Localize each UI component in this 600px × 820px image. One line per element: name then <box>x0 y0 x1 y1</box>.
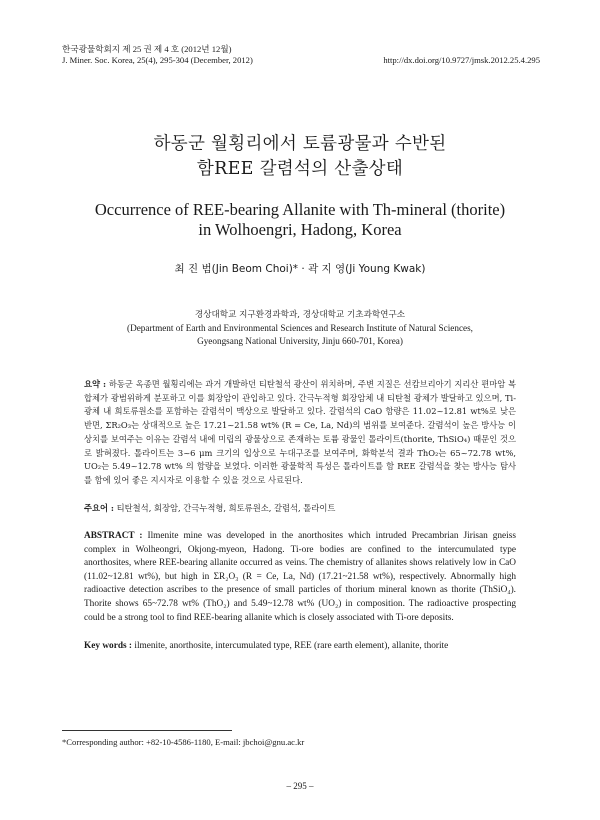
abstract-kr <box>84 378 516 488</box>
abstract-en-label: ABSTRACT : <box>84 531 143 541</box>
affiliation-en-line1: (Department of Earth and Environmental Sciences and Research Institute of Natural Sciences, <box>127 323 473 333</box>
journal-header-kr: 한국광물학회지 제 25 권 제 4 호 (2012년 12월) <box>62 44 232 54</box>
keywords-en-text: ilmenite, anorthosite, intercumulated type, REE (rare earth element), allanite, thorite <box>134 641 449 651</box>
keywords-en-label: Key words : <box>84 641 133 651</box>
title-en-line1: Occurrence of REE-bearing Allanite with Th-mineral (thorite) <box>94 200 506 219</box>
keywords-kr <box>84 502 516 516</box>
title-en-line2: in Wolhoengri, Hadong, Korea <box>198 220 402 239</box>
doi-link[interactable]: http://dx.doi.org/10.9727/jmsk.2012.25.4.295 <box>383 55 540 65</box>
authors: 최 진 범(Jin Beom Choi)* · 곽 지 영(Ji Young Kwak) <box>174 263 426 275</box>
affiliation-en-line2: Gyeongsang National University, Jinju 660-701, Korea) <box>197 336 403 346</box>
abstract-en <box>84 530 516 625</box>
title-kr-line1: 하동군 월횡리에서 토륨광물과 수반된 <box>153 134 447 154</box>
abstract-kr-text: 하동군 옥종면 월횡리에는 과거 개발하던 티탄철석 광산이 위치하며, 주변 지질은 선캄브리아기 지리산 편마암 복합체가 광범위하게 분포하고 이를 회장암이 관입하고 있다. 간극누적형 회장암체 내 티탄철 광체가 발달하고 있으며, Ti-광체 내 희토류원소를 포함하는 갈렴석이 맥상으로 발달하고 있다. 갈렴석의 CaO 함량은 11.02~12.81 wt%로 낮은 반면, ΣR₂O₃는 상대적으로 높은 17.21~21.58 wt% (R = Ce, La, Nd)의 범위를 보여준다. 갈렴석이 높은 방사능 이상치를 보여주는 이유는 갈렴석 내에 미립의 광물상으로 존재하는 토륨 광물인 톨라이트(thorite, ThSiO₄) 때문인 것으로 밝혀졌다. 톨라이트는 3~6 μm 크기의 입상으로 누대구조를 보여주며, 화학분석 결과 ThO₂는 65~72.78 wt%, UO₂는 5.49~12.78 wt% 의 함량을 보였다. 이러한 광물학적 특성은 톨라이트를 함 REE 갈렴석을 찾는 방사능 탐사를 함에 있어 좋은 지시자로 이용할 수 있을 것으로 사료된다. <box>84 379 517 485</box>
journal-header-en: J. Miner. Soc. Korea, 25(4), 295-304 (December, 2012) <box>62 55 253 65</box>
keywords-en <box>84 640 516 654</box>
abstract-en-text: Ilmenite mine was developed in the anorthosites which intruded Precambrian Jirisan gneiss complex in Wolheongri, Okjong-myeon, Hadong. Ti-ore bodies are confined to the intercumulated type anorthosites, where REE-bearing allanite occurred as veins. The chemistry of allanites shows relatively low in CaO (11.02~12.81 wt%), but high in ΣR₂O₃ (R = Ce, La, Nd) (17.21~21.58 wt%), respectively. Abnormally high radioactive detection ascribes to the presence of small particles of thorium mineral known as thorite (ThSiO₄). Thorite shows 65~72.78 wt% (ThO₂) and 5.49~12.78 wt% (UO₂) in composition. The radioactive prospecting could be a strong tool to find REE-bearing allanite which is closely associated with Ti-ore deposits. <box>84 531 517 623</box>
abstract-kr-label: 요약 : <box>84 379 107 389</box>
title-kr-line2: 함REE 갈렴석의 산출상태 <box>196 159 404 179</box>
corresponding-author-footnote: *Corresponding author: +82-10-4586-1180, E-mail: jbchoi@gnu.ac.kr <box>62 737 305 747</box>
footnote-divider <box>62 730 232 731</box>
affiliation-kr: 경상대학교 지구환경과학과, 경상대학교 기초과학연구소 <box>194 310 406 320</box>
page-number: – 295 – <box>286 781 314 791</box>
keywords-kr-label: 주요어 : <box>84 503 114 513</box>
keywords-kr-text: 티탄철석, 회장암, 간극누적형, 희토류원소, 갈렴석, 톨라이트 <box>116 503 336 513</box>
